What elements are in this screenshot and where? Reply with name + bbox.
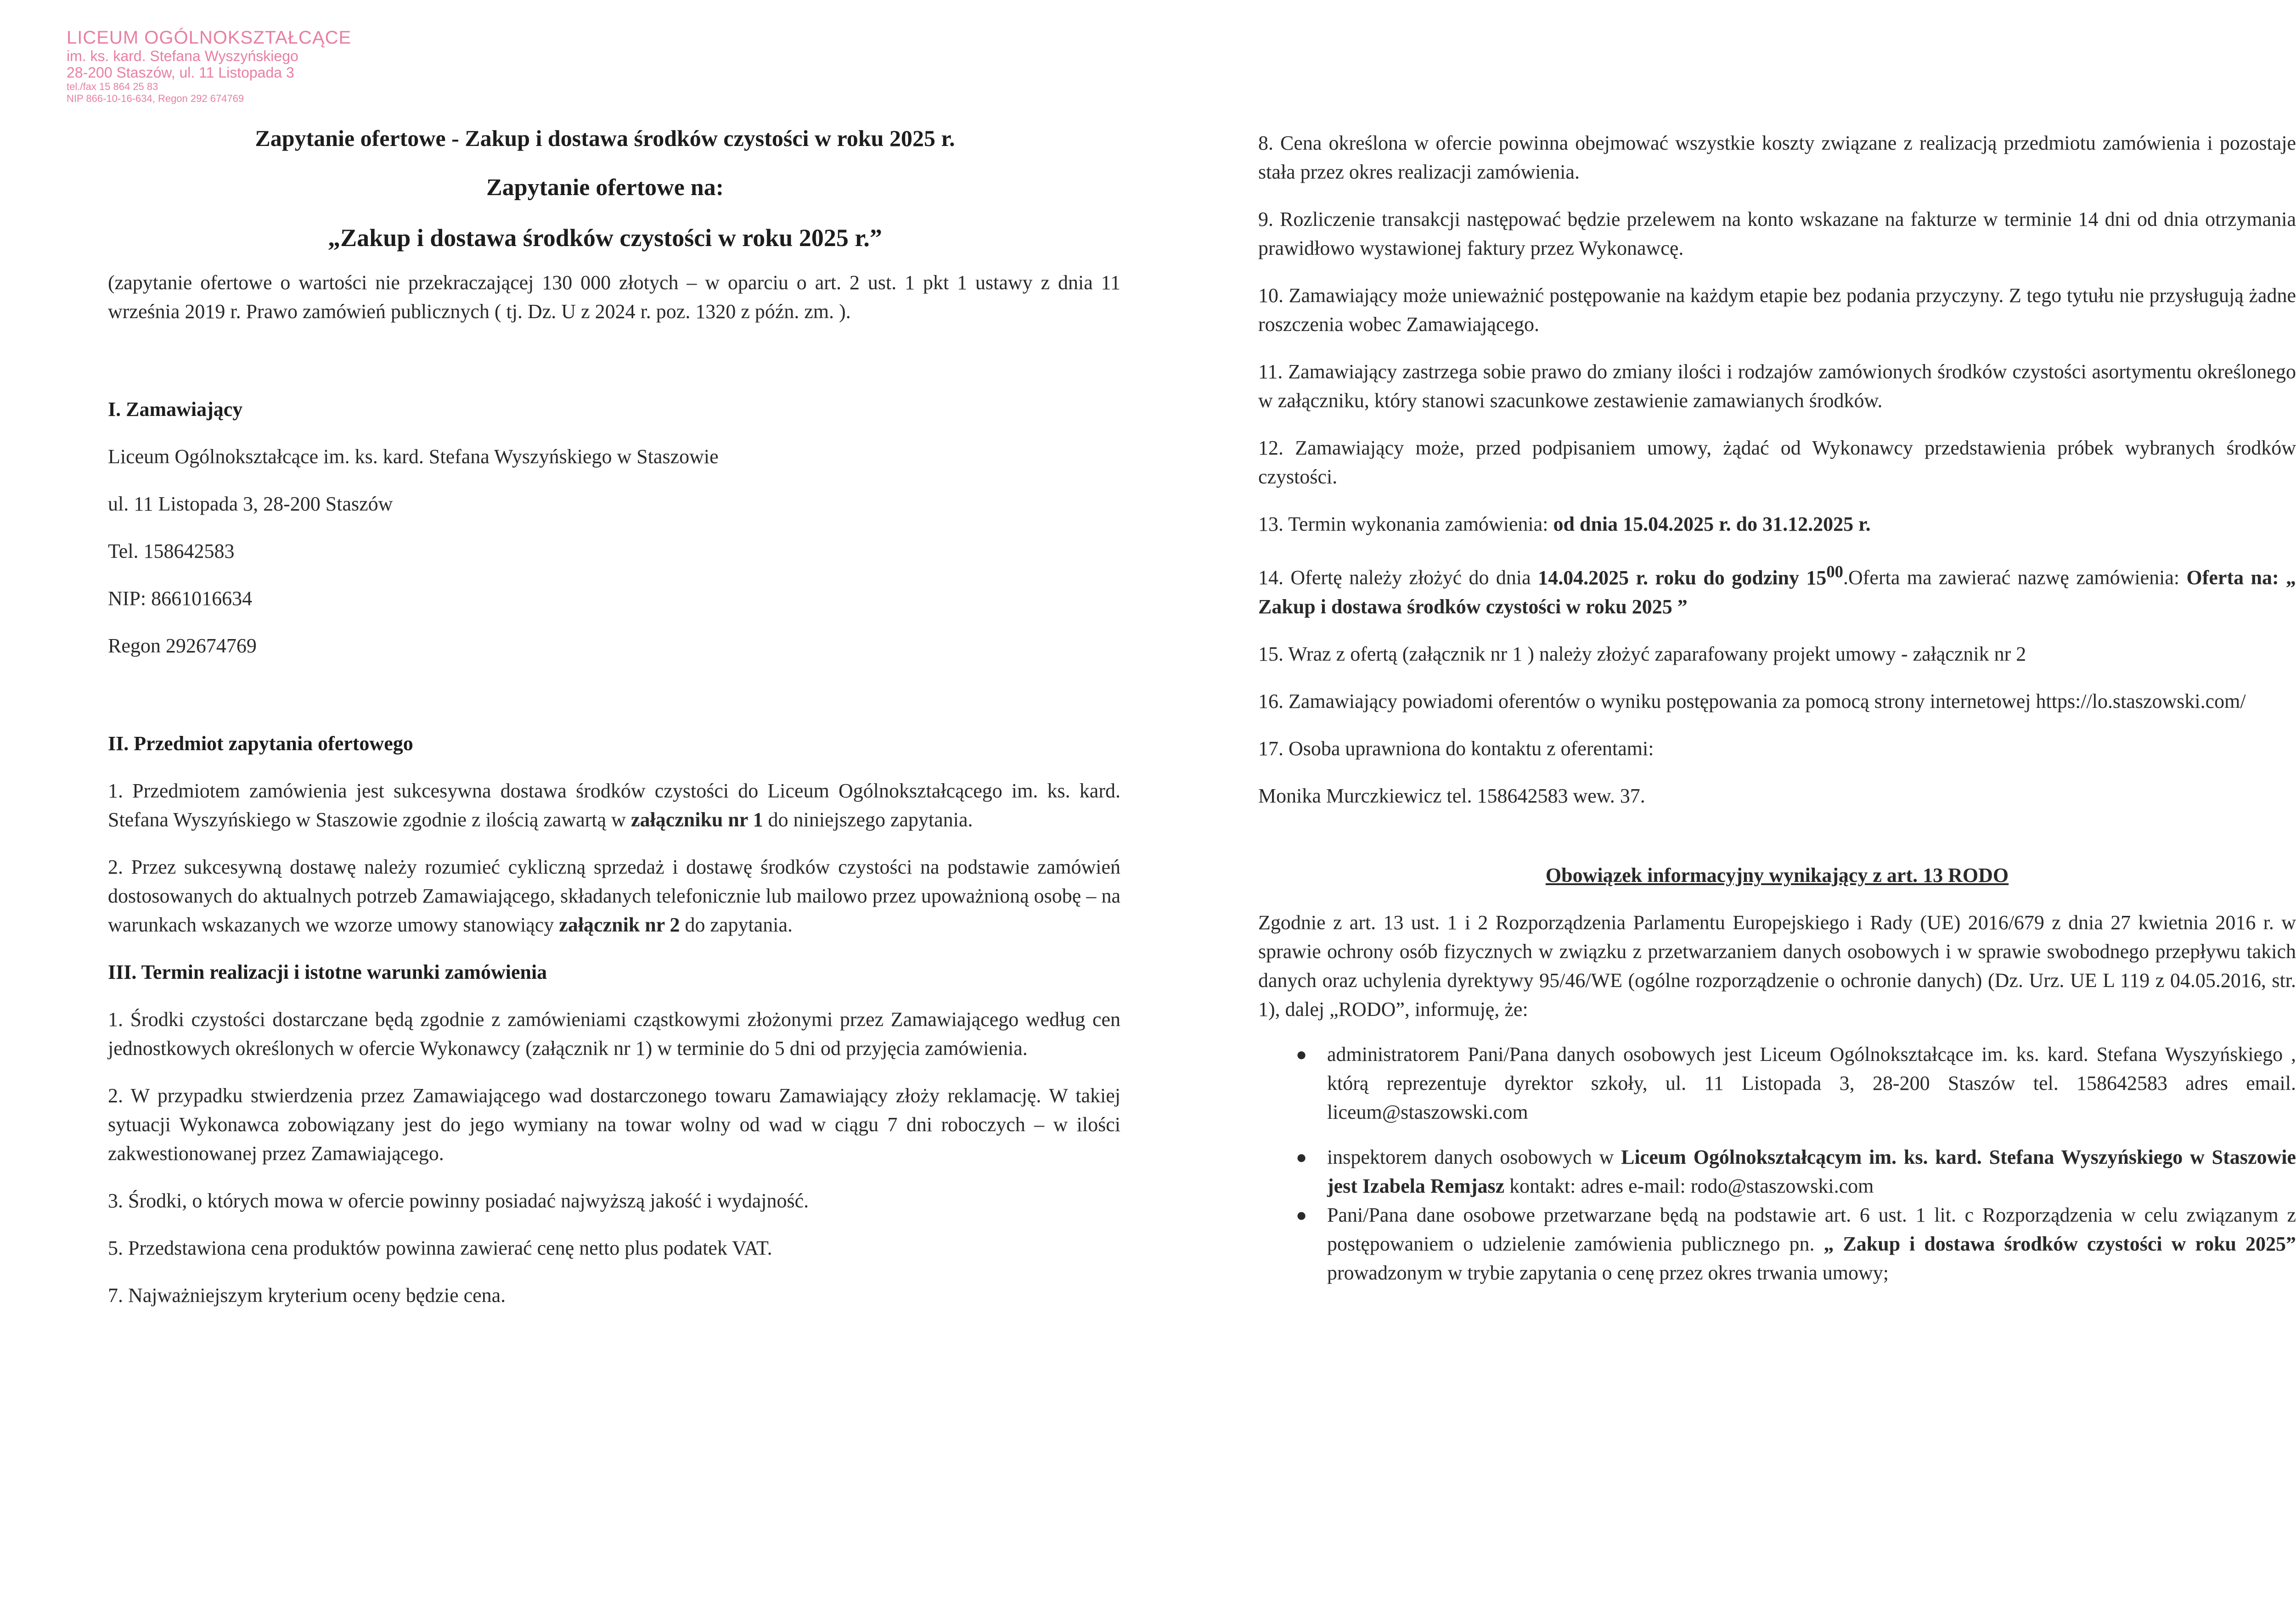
section-3-paragraph-2: 2. W przypadku stwierdzenia przez Zamawiającego wad dostarczonego towaru Zamawiający złoży reklamację. W takiej sytuacji Wykonawca zobowiązany jest do jego wymiany na towar wolny od wad w ciągu 7 dni roboczych – w ilości zakwestionowanej przez Zamawiającego. [108, 1084, 1120, 1165]
s2-p1-text: 1. Przedmiotem zamówienia jest sukcesywna dostawa środków czystości do Liceum Ogólnokształcącego im. ks. kard. Stefana Wyszyńskiego w Staszowie zgodnie z ilością zawartą w [108, 780, 1120, 831]
document-title: Zapytanie ofertowe - Zakup i dostawa środków czystości w roku 2025 r. [255, 125, 955, 151]
page-2 [1153, 0, 2296, 1610]
paragraph-11: 11. Zamawiający zastrzega sobie prawo do zmiany ilości i rodzajów zamówionych środków czystości asortymentu określonego w załączniku, który stanowi szacunkowe zestawienie zamawianych środków. [1258, 360, 2296, 412]
s2-p2-bold: załącznik nr 2 [559, 914, 680, 936]
stamp-line-4: tel./fax 15 864 25 83 [67, 81, 158, 92]
section-3-paragraph-5: 5. Przedstawiona cena produktów powinna zawierać cenę netto plus podatek VAT. [108, 1237, 772, 1259]
bullet-icon: ● [1296, 1146, 1307, 1167]
paragraph-16: 16. Zamawiający powiadomi oferentów o wyniku postępowania za pomocą strony internetowej https://lo.staszowski.com/ [1258, 690, 2246, 712]
rodo-item-text: Pani/Pana dane osobowe przetwarzane będą na podstawie art. 6 ust. 1 lit. c Rozporządzenia w celu związanym z postępowaniem o udzielenie zamówienia publicznego pn. [1327, 1203, 2296, 1255]
rodo-item-text: prowadzonym w trybie zapytania o cenę przez okres trwania umowy; [1327, 1261, 1889, 1284]
bullet-icon: ● [1296, 1043, 1307, 1065]
rodo-item-text: administratorem Pani/Pana danych osobowych jest Liceum Ogólnokształcące im. ks. kard. Stefana Wyszyńskiego , którą reprezentuje dyrektor szkoły, ul. 11 Listopada 3, 28-200 Staszów tel. 158642583 adres email. liceum@staszowski.com [1327, 1043, 2296, 1123]
p14-deadline-minutes: 00 [1826, 562, 1843, 581]
paragraph-14 [1258, 557, 2296, 621]
document-subtitle: Zapytanie ofertowe na: [486, 174, 724, 201]
s2-p1-end: do niniejszego zapytania. [768, 808, 973, 831]
p14-deadline-text: 14.04.2025 r. roku do godziny 15 [1538, 566, 1827, 589]
stamp-line-3: 28-200 Staszów, ul. 11 Listopada 3 [67, 64, 294, 81]
p14-text: 14. Ofertę należy złożyć do dnia [1258, 566, 1531, 589]
paragraph-13 [1258, 510, 2296, 539]
section-3-paragraph-1: 1. Środki czystości dostarczane będą zgodnie z zamówieniami cząstkowymi złożonymi przez Zamawiającego według cen jednostkowych określonych w ofercie Wykonawcy (załącznik nr 1) w terminie do 5 dni od przyjęcia zamówienia. [108, 1008, 1120, 1060]
stamp-line-5: NIP 866-10-16-634, Regon 292 674769 [67, 93, 244, 104]
p13-text: 13. Termin wykonania zamówienia: [1258, 513, 1548, 535]
rodo-intro: Zgodnie z art. 13 ust. 1 i 2 Rozporządzenia Parlamentu Europejskiego i Rady (UE) 2016/679 z dnia 27 kwietnia 2016 r. w sprawie ochrony osób fizycznych w związku z przetwarzaniem danych osobowych i w sprawie swobodnego przepływu takich danych oraz uchylenia dyrektywy 95/46/WE (ogólne rozporządzenie o ochronie danych) (Dz. Urz. UE L 119 z 04.05.2016, str. 1), dalej „RODO”, informuję, że: [1258, 911, 2296, 1021]
rodo-item-administrator [1296, 1040, 2296, 1127]
orderer-address: ul. 11 Listopada 3, 28-200 Staszów [108, 493, 393, 515]
section-3-heading: III. Termin realizacji i istotne warunki zamówienia [108, 961, 547, 983]
rodo-item-text: kontakt: adres e-mail: rodo@staszowski.com [1509, 1174, 1874, 1197]
p13-dates: od dnia 15.04.2025 r. do 31.12.2025 r. [1553, 513, 1871, 535]
paragraph-15: 15. Wraz z ofertą (załącznik nr 1 ) należy złożyć zaparafowany projekt umowy - załącznik nr 2 [1258, 642, 2026, 665]
document-quoted-title: „Zakup i dostawa środków czystości w roku 2025 r.” [328, 224, 882, 252]
rodo-list [1258, 1040, 2296, 1287]
orderer-phone: Tel. 158642583 [108, 540, 235, 562]
s2-p2-end: do zapytania. [685, 914, 793, 936]
section-1-heading: I. Zamawiający [108, 398, 243, 421]
orderer-nip: NIP: 8661016634 [108, 587, 253, 610]
rodo-item-purpose [1296, 1200, 2296, 1287]
paragraph-12: 12. Zamawiający może, przed podpisaniem umowy, żądać od Wykonawcy przedstawienia próbek wybranych środków czystości. [1258, 437, 2296, 488]
paragraph-17: 17. Osoba uprawniona do kontaktu z oferentami: [1258, 737, 1654, 760]
rodo-item-bold: Liceum Ogólnokształcącym im. ks. kard. Stefana Wyszyńskiego w Staszowie jest Izabela Remjasz [1327, 1145, 2296, 1197]
stamp-line-2: im. ks. kard. Stefana Wyszyńskiego [67, 48, 298, 64]
contact-person: Monika Murczkiewicz tel. 158642583 wew. 37. [1258, 784, 1645, 807]
rodo-heading: Obowiązek informacyjny wynikający z art. 13 RODO [1545, 864, 2009, 886]
p14-mid: .Oferta ma zawierać nazwę zamówienia: [1843, 566, 2180, 589]
p14-offer-name: Oferta na: „ Zakup i dostawa środków czystości w roku 2025 ” [1258, 566, 2296, 618]
paragraph-10: 10. Zamawiający może unieważnić postępowanie na każdym etapie bez podania przyczyny. Z tego tytułu nie przysługują żadne roszczenia wobec Zamawiającego. [1258, 284, 2296, 336]
paragraph-9: 9. Rozliczenie transakcji następować będzie przelewem na konto wskazane na fakturze w terminie 14 dni od dnia otrzymania prawidłowo wystawionej faktury przez Wykonawcę. [1258, 208, 2296, 259]
orderer-name: Liceum Ogólnokształcące im. ks. kard. Stefana Wyszyńskiego w Staszowie [108, 445, 719, 468]
rodo-item-text: inspektorem danych osobowych w [1327, 1145, 1614, 1168]
intro-paragraph: (zapytanie ofertowe o wartości nie przekraczającej 130 000 złotych – w oparciu o art. 2 ust. 1 pkt 1 ustawy z dnia 11 września 2019 r. Prawo zamówień publicznych ( tj. Dz. U z 2024 r. poz. 1320 z późn. zm. ). [108, 271, 1120, 323]
section-2-paragraph-1 [108, 776, 1120, 834]
school-stamp [67, 28, 388, 105]
rodo-item-inspector [1296, 1143, 2296, 1200]
section-3-paragraph-7: 7. Najważniejszym kryterium oceny będzie cena. [108, 1284, 506, 1307]
section-2-paragraph-2 [108, 853, 1120, 939]
stamp-line-1: LICEUM OGÓLNOKSZTAŁCĄCE [67, 28, 352, 48]
s2-p1-bold: załączniku nr 1 [630, 808, 763, 831]
paragraph-8: 8. Cena określona w ofercie powinna obejmować wszystkie koszty związane z realizacją przedmiotu zamówienia i pozostaje stała przez okres realizacji zamówienia. [1258, 132, 2296, 183]
s2-p2-text: 2. Przez sukcesywną dostawę należy rozumieć cykliczną sprzedaż i dostawę środków czystości na podstawie zamówień dostosowanych do aktualnych potrzeb Zamawiającego, składanych telefonicznie lub mailowo przez upoważnioną osobę – na warunkach wskazanych we wzorze umowy stanowiący [108, 856, 1120, 936]
p14-deadline [1538, 562, 1843, 589]
bullet-icon: ● [1296, 1204, 1307, 1225]
rodo-item-bold: „ Zakup i dostawa środków czystości w roku 2025” [1823, 1232, 2296, 1255]
section-3-paragraph-3: 3. Środki, o których mowa w ofercie powinny posiadać najwyższą jakość i wydajność. [108, 1189, 809, 1212]
orderer-regon: Regon 292674769 [108, 634, 257, 657]
section-2-heading: II. Przedmiot zapytania ofertowego [108, 732, 413, 755]
